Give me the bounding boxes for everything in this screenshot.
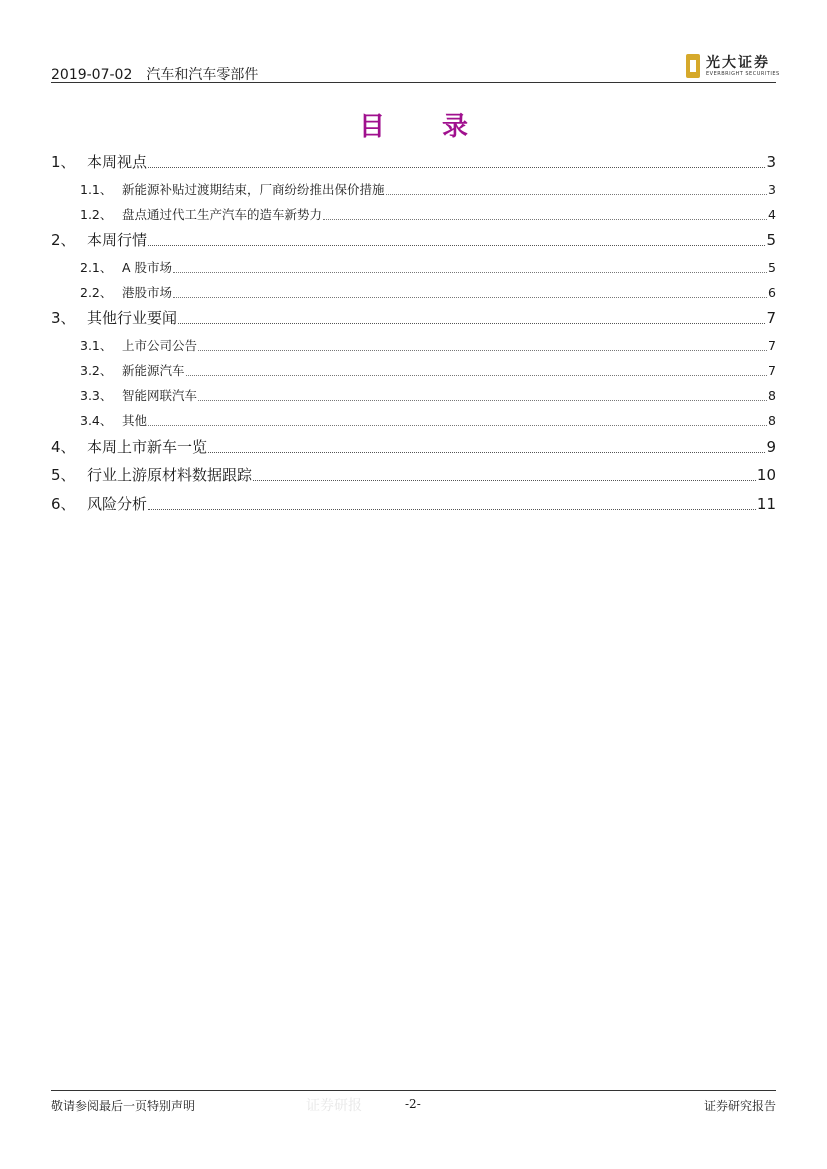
footer-doc-type: 证券研究报告 xyxy=(703,1099,776,1113)
toc-entry-number: 3、 xyxy=(51,309,76,327)
report-sector: 汽车和汽车零部件 xyxy=(146,67,259,83)
toc-entry-number: 5、 xyxy=(51,466,76,484)
footer-divider xyxy=(51,1090,776,1091)
toc-entry[interactable] xyxy=(51,229,776,250)
toc-entry-label: 新能源补贴过渡期结束，厂商纷纷推出保价措施 xyxy=(122,182,385,197)
toc-entry-number: 1.1、 xyxy=(80,182,113,197)
toc-entry-label: 上市公司公告 xyxy=(122,338,198,353)
toc-entry[interactable] xyxy=(51,151,776,172)
toc-dot-leader xyxy=(148,245,765,246)
toc-dot-leader xyxy=(173,297,767,298)
toc-entry-label: 港股市场 xyxy=(122,285,173,300)
toc-entry-label: 行业上游原材料数据跟踪 xyxy=(87,466,253,484)
toc-entry-label: A 股市场 xyxy=(122,260,173,275)
logo-mark-icon xyxy=(686,54,700,78)
toc-entry-number: 3.3、 xyxy=(80,388,113,403)
header-divider xyxy=(51,82,776,83)
toc-entry-number: 3.2、 xyxy=(80,363,113,378)
toc-entry-page: 4 xyxy=(768,207,776,222)
toc-entry[interactable] xyxy=(51,386,776,404)
toc-entry-page: 7 xyxy=(768,338,776,353)
toc-entry[interactable] xyxy=(51,336,776,354)
toc-entry[interactable] xyxy=(51,180,776,198)
toc-dot-leader xyxy=(198,350,767,351)
toc-entry[interactable] xyxy=(51,493,776,514)
toc-entry-page: 8 xyxy=(768,413,776,428)
toc-dot-leader xyxy=(386,194,768,195)
company-logo xyxy=(686,52,780,80)
toc-entry-label: 本周视点 xyxy=(87,153,148,171)
logo-name-en: EVERBRIGHT SECURITIES xyxy=(706,71,780,77)
toc-entry-label: 智能网联汽车 xyxy=(122,388,198,403)
toc-entry-number: 1、 xyxy=(51,153,76,171)
toc-dot-leader xyxy=(323,219,767,220)
toc-entry-label: 其他行业要闻 xyxy=(87,309,178,327)
toc-entry-label: 风险分析 xyxy=(87,495,148,513)
toc-dot-leader xyxy=(148,509,756,510)
toc-entry-page: 11 xyxy=(756,495,776,513)
toc-dot-leader xyxy=(186,375,768,376)
toc-entry-page: 3 xyxy=(768,182,776,197)
toc-entry-number: 3.1、 xyxy=(80,338,113,353)
toc-entry-page: 5 xyxy=(766,231,776,249)
toc-entry-label: 本周上市新车一览 xyxy=(87,438,208,456)
report-date: 2019-07-02 xyxy=(51,67,133,83)
toc-entry-label: 其他 xyxy=(122,413,148,428)
toc-dot-leader xyxy=(253,480,756,481)
toc-entry-page: 3 xyxy=(766,153,776,171)
page-footer xyxy=(51,1097,776,1115)
page-header xyxy=(51,50,780,83)
toc-title: 目 录 xyxy=(358,112,493,142)
toc-entry-page: 6 xyxy=(768,285,776,300)
toc-dot-leader xyxy=(198,400,767,401)
toc-dot-leader xyxy=(148,167,765,168)
footer-disclaimer: 敬请参阅最后一页特别声明 xyxy=(51,1099,196,1113)
toc-entry-page: 7 xyxy=(766,309,776,327)
toc-entry[interactable] xyxy=(51,258,776,276)
toc-dot-leader xyxy=(148,425,767,426)
toc-entry-label: 本周行情 xyxy=(87,231,148,249)
toc-entry-number: 2.1、 xyxy=(80,260,113,275)
toc-entry-number: 6、 xyxy=(51,495,76,513)
toc-entry-label: 盘点通过代工生产汽车的造车新势力 xyxy=(122,207,323,222)
toc-entry-number: 2.2、 xyxy=(80,285,113,300)
footer-watermark: 证券研报 xyxy=(306,1098,362,1114)
toc-entry-number: 3.4、 xyxy=(80,413,113,428)
toc-entry-page: 7 xyxy=(768,363,776,378)
toc-entry-label: 新能源汽车 xyxy=(122,363,185,378)
toc-entry[interactable] xyxy=(51,307,776,328)
toc-entry-page: 10 xyxy=(756,466,776,484)
toc-entry[interactable] xyxy=(51,361,776,379)
toc-entry[interactable] xyxy=(51,436,776,457)
toc-entry[interactable] xyxy=(51,205,776,223)
toc-dot-leader xyxy=(173,272,767,273)
toc-entry-page: 9 xyxy=(766,438,776,456)
toc-entry[interactable] xyxy=(51,464,776,485)
toc-entry[interactable] xyxy=(51,283,776,301)
footer-page-number: -2- xyxy=(405,1097,421,1111)
toc-entry-number: 2、 xyxy=(51,231,76,249)
toc-entry[interactable] xyxy=(51,411,776,429)
toc-entry-number: 1.2、 xyxy=(80,207,113,222)
toc-entry-page: 5 xyxy=(768,260,776,275)
toc-dot-leader xyxy=(208,452,765,453)
logo-name-cn: 光大证券 xyxy=(706,55,770,71)
toc-entry-page: 8 xyxy=(768,388,776,403)
header-text xyxy=(51,64,258,84)
toc-dot-leader xyxy=(178,323,765,324)
toc-entry-number: 4、 xyxy=(51,438,76,456)
